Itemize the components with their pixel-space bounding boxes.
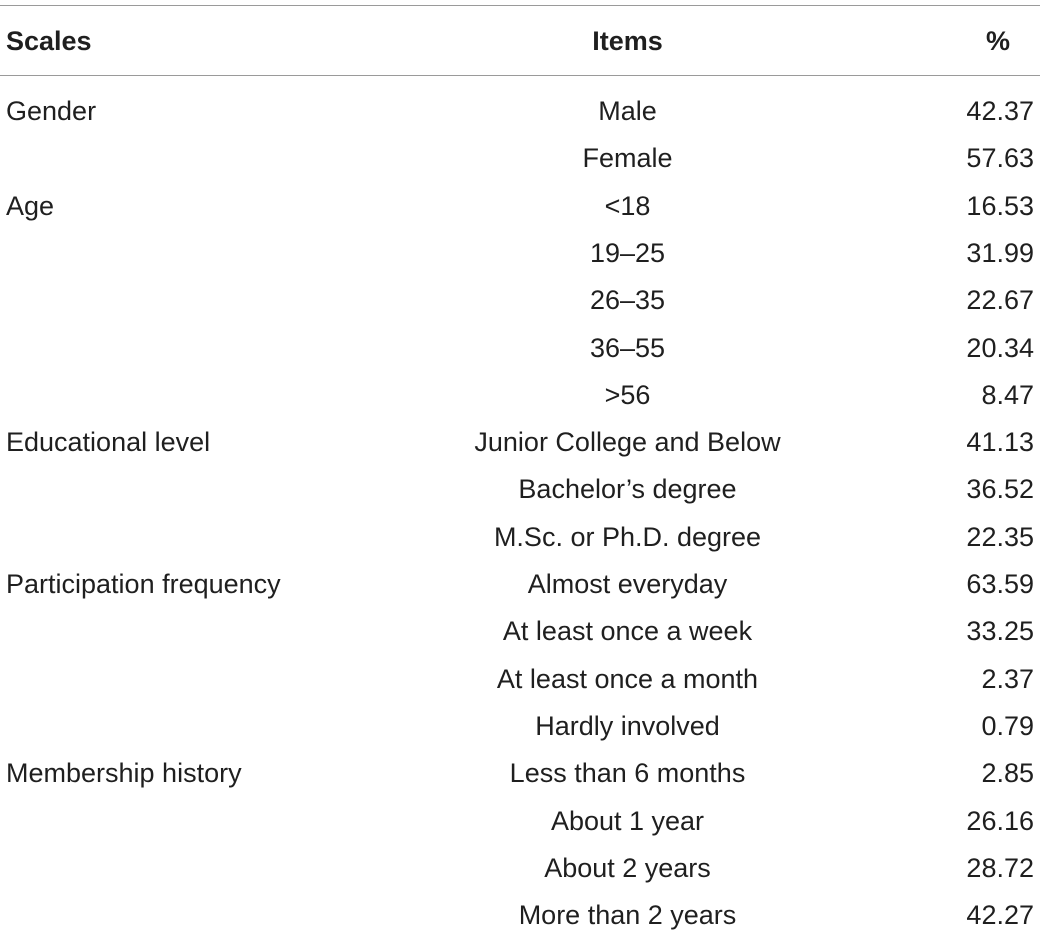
cell-percent: 31.99 — [966, 237, 1034, 268]
cell-item: <18 — [604, 190, 651, 221]
table-row — [0, 845, 1040, 892]
cell-percent: 36.52 — [966, 474, 1034, 505]
table-row — [0, 798, 1040, 845]
table-row — [0, 466, 1040, 513]
cell-scale: Participation frequency — [6, 569, 281, 599]
table-row — [0, 514, 1040, 561]
cell-percent: 8.47 — [981, 379, 1034, 410]
table-row — [0, 892, 1040, 939]
cell-item: 26–35 — [589, 285, 666, 316]
cell-item: M.Sc. or Ph.D. degree — [493, 521, 762, 552]
table-row — [0, 277, 1040, 324]
cell-percent: 63.59 — [966, 569, 1034, 599]
cell-item: Female — [582, 143, 673, 174]
cell-item: At least once a week — [502, 616, 753, 647]
cell-item: About 2 years — [544, 852, 711, 883]
cell-percent: 2.37 — [981, 663, 1034, 694]
cell-percent: 22.35 — [966, 521, 1034, 552]
table-row — [0, 561, 1040, 608]
cell-item: Junior College and Below — [474, 427, 781, 458]
cell-percent: 42.37 — [966, 96, 1034, 126]
table-row — [0, 135, 1040, 182]
header-scales: Scales — [6, 26, 92, 56]
table-row — [0, 325, 1040, 372]
header-percent: % — [985, 26, 1010, 56]
table-row — [0, 88, 1040, 135]
cell-item: More than 2 years — [518, 900, 737, 931]
cell-item: Bachelor’s degree — [518, 474, 737, 505]
cell-percent: 33.25 — [966, 616, 1034, 647]
cell-percent: 57.63 — [966, 143, 1034, 174]
table-row — [0, 230, 1040, 277]
cell-scale: Age — [6, 190, 55, 221]
header-items: Items — [592, 26, 663, 56]
cell-item: Almost everyday — [527, 569, 728, 599]
table-top-rule — [0, 5, 1040, 6]
table-row — [0, 703, 1040, 750]
cell-percent: 41.13 — [966, 427, 1034, 458]
cell-item: Hardly involved — [535, 710, 720, 741]
cell-item: >56 — [604, 379, 651, 410]
table-row — [0, 750, 1040, 797]
table-row — [0, 419, 1040, 466]
table-row — [0, 608, 1040, 655]
header-bottom-rule — [0, 75, 1040, 76]
cell-percent: 2.85 — [981, 758, 1034, 789]
table-row — [0, 372, 1040, 419]
cell-item: 19–25 — [589, 237, 666, 268]
cell-item: At least once a month — [496, 663, 759, 694]
cell-scale: Membership history — [6, 758, 242, 789]
cell-percent: 16.53 — [966, 190, 1034, 221]
cell-percent: 28.72 — [966, 852, 1034, 883]
table-header-row — [0, 16, 1040, 66]
cell-item: About 1 year — [550, 805, 705, 836]
cell-scale: Educational level — [6, 427, 211, 458]
cell-percent: 0.79 — [981, 710, 1034, 741]
cell-percent: 42.27 — [966, 900, 1034, 931]
table-row — [0, 183, 1040, 230]
cell-item: 36–55 — [589, 332, 666, 363]
cell-percent: 20.34 — [966, 332, 1034, 363]
cell-percent: 26.16 — [966, 805, 1034, 836]
cell-scale: Gender — [6, 96, 97, 126]
cell-item: Male — [598, 96, 657, 126]
cell-percent: 22.67 — [966, 285, 1034, 316]
table-row — [0, 656, 1040, 703]
cell-item: Less than 6 months — [509, 758, 746, 789]
